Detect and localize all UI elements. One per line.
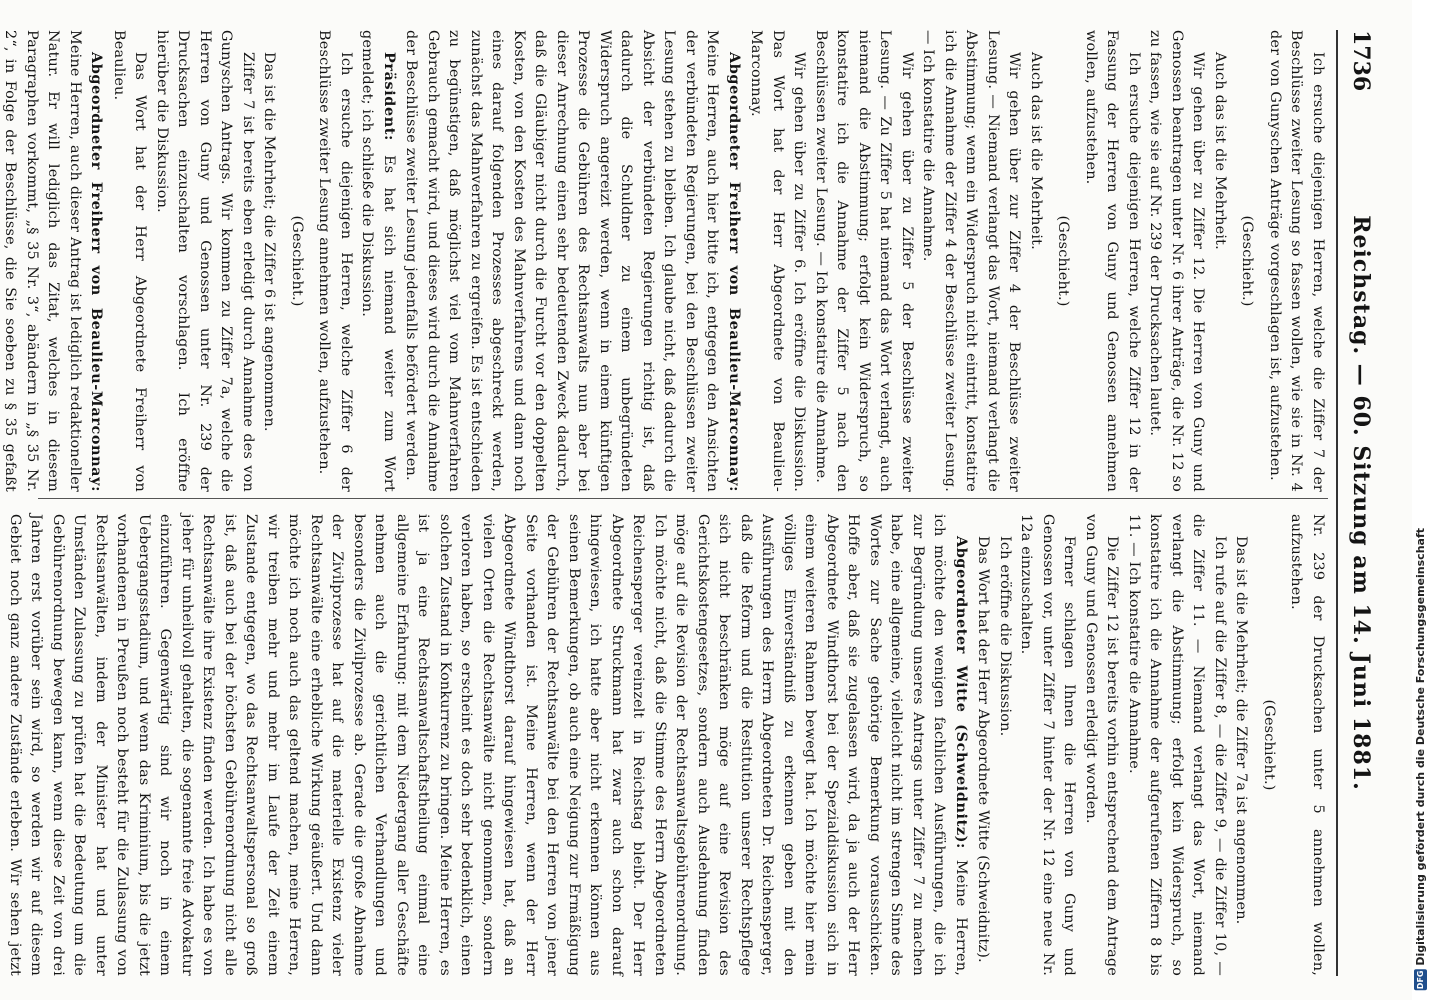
paragraph-text: Meine Herren, auch dieser Antrag ist lediglich redaktioneller Natur. Er will lediglich das Zitat, welches in diesem Paragraphen vorkommt, „§ 35 Nr. 3“, abändern in „§ 35 Nr. 2“, in Folge der Beschlüsse, die Sie soeben zu § 35 gefaßt [2,30,83,492]
paragraph [994,514,1016,976]
stage-direction: (Geschieht.) [1239,215,1256,307]
paragraph-text: Wir gehen über zu Ziffer 12. Die Herren von Guny und Genossen beantragen unter Nr. 6 ihrer Anträge, die Nr. 12 so zu fassen, wie sie auf Nr. 239 der Drucksachen lautet. [1147,30,1207,492]
paragraph [1015,514,1080,976]
speaker-name: Abgeordneter Witte (Schweidnitz): [953,536,970,849]
paragraph [313,30,356,492]
stage-direction: (Geschieht.) [1261,699,1277,791]
paragraph [1025,30,1047,492]
stage-direction: (Geschieht.) [1055,215,1072,307]
header-rule [1336,30,1338,976]
paragraph-text: Wir gehen über zu Ziffer 6. Ich eröffne die Diskussion. Das Wort hat der Herr Abgeordnete von Beaulieu-Marconnay. [748,30,808,492]
paragraph-text: Ich ersuche diejenigen Herren, welche die Ziffer 7 der Beschlüsse zweiter Lesung so fassen wollen, wie sie in Nr. 4 der von Gunyschen Anträge vorgeschlagen ist, aufzustehen. [1267,30,1326,492]
paragraph-text: Das ist die Mehrheit; die Ziffer 6 ist angenommen. [261,52,278,432]
paragraph-text: Meine Herren, auch hier bitte ich, entgegen den Ansichten der verbündeten Regierungen, bei den Beschlüssen zweiter Lesung stehen zu bleiben. Ich glaube nicht, daß dadurch die Absicht der verbündeten Regierungen richtig ist, daß dadurch die Schuldner zu einem unbegründeten Widerspruch angereizt werden, wenn in einem künftigen Prozesse die Gebühren des Rechtsanwalts nun aber bei dieser Anrechnung einen sehr bedeutenden Zweck dadurch, daß die Gläubiger nicht durch die Furcht vor den doppelten Kosten, von den Kosten des Mahnverfahrens und dann noch eines darauf folgenden Prozesses abgeschreckt werden, zunächst das Mahnverfahren zu ergreifen. Es ist entschieden zu begünstigen, daß möglichst viel vom Mahnverfahren Gebrauch gemacht wird, und dieses wird durch die Annahme der Beschlüsse zweiter Lesung jedenfalls befördert werden. [403,30,721,492]
paragraph [917,30,1025,492]
speaker-name: Präsident: [381,52,398,141]
paragraph-text: Es hat sich niemand weiter zum Wort gemeldet; ich schließe die Diskussion. [359,30,397,492]
paragraph [0,514,972,976]
page-title: Reichstag. — 60. Sitzung am 14. Juni 1881. [1348,215,1374,791]
paragraph [745,30,810,492]
paragraph-text: Ich ersuche diejenigen Herren, welche Ziffer 12 in der Fassung der Herren von Guny und Genossen annehmen wollen, aufzustehen. [1083,30,1142,492]
digitization-credit-strip [1412,0,1432,1000]
paragraph-text: Ziffer 7 ist bereits eben erledigt durch Annahme des von Gunyschen Antrags. Wir kommen zu Ziffer 7a, welche die Herren von Guny und Genossen unter Nr. 239 der Drucksachen einzuschalten vorschlagen. Ich eröffne hierüber die Diskussion. [154,30,256,492]
paragraph [1123,514,1231,976]
paragraph [1264,30,1329,492]
paragraph [1080,30,1145,492]
paragraph-text: Ferner schlagen Ihnen die Herren von Guny und Genossen vor, unter Ziffer 7 hinter der Nr. 12 eine neue Nr. 12a einzuschalten. [1018,514,1078,976]
paragraph [1209,30,1231,492]
digitization-credit [1414,528,1427,994]
paragraph-text: Das ist die Mehrheit; die Ziffer 7a ist angenommen. [1233,536,1250,925]
paragraph-text: Ich eröffne die Diskussion. [997,536,1013,737]
paragraph [810,30,918,492]
paragraph-text: Wir gehen über zu Ziffer 5 der Beschlüsse zweiter Lesung. — Zu Ziffer 5 hat niemand das Wort verlangt, auch niemand die Abstimmung; erfolgt kein Widerspruch, so konstatire ich die Annahme der Ziffer 5 nach den Beschlüssen zweiter Lesung. — Ich konstatire die Annahme. [813,30,915,492]
speaker-name: Abgeordneter Freiherr von Beaulieu-Marconnay: [726,52,743,492]
paragraph-text: Nr. 239 der Drucksachen unter 5 annehmen wollen, aufzustehen. [1288,514,1326,976]
paragraph [1144,30,1209,492]
right-text-column [7,514,1328,976]
digitization-credit-text: Digitalisierung gefördert durch die Deutsche Forschungsgemeinschaft [1414,527,1427,966]
page-number: 1736 [1348,30,1374,92]
paragraph-text: Ich rufe auf die Ziffer 8, — die Ziffer 9, — die Ziffer 10, — die Ziffer 11. — Niemand verlangt das Wort, niemand verlangt die Abstimmung; erfolgt kein Widerspruch, so konstatire ich die Annahme der aufgerufenen Ziffern 8 bis 11. — Ich konstatire die Annahme. [1126,514,1228,976]
paragraph [972,514,994,976]
left-text-column [2,30,1328,492]
paragraph [1230,514,1252,976]
paragraph-text: Ich ersuche diejenigen Herren, welche Ziffer 6 der Beschlüsse zweiter Lesung annehmen wollen, aufzustehen. [316,30,354,492]
paragraph-text: Wir gehen über zur Ziffer 4 der Beschlüsse zweiter Lesung. — Niemand verlangt das Wort, niemand verlangt die Abstimmung; wenn ein Widerspruch nicht eintritt, konstatire ich die Annahme der Ziffer 4 der Beschlüsse zweiter Lesung. — Ich konstatire die Annahme. [920,30,1023,492]
paragraph [356,30,400,492]
paragraph [0,30,108,492]
paragraph-text: Die Ziffer 12 ist bereits vorhin entsprechend dem Antrage von Guny und Genossen erledigt worden. [1083,514,1121,976]
paragraph-text: Auch das ist die Mehrheit. [1212,52,1228,250]
dfg-logo: DFG [1416,970,1425,989]
paragraph [151,30,259,492]
speaker-name: Abgeordneter Freiherr von Beaulieu-Marconnay: [88,52,106,492]
column-divider [38,498,1328,499]
paragraph [400,30,745,492]
page-header [1334,30,1374,976]
paragraph-text: Auch das ist die Mehrheit. [1028,52,1044,250]
paragraph [258,30,280,492]
paragraph [1285,514,1328,976]
stage-direction: (Geschieht.) [289,215,305,307]
paragraph-text: Das Wort hat der Herr Abgeordnete Witte (Schweidnitz). [975,536,992,963]
paragraph [1080,514,1123,976]
paragraph-text: Das Wort hat der Herr Abgeordnete Freiherr von Beaulieu. [111,30,149,492]
paragraph-text: Meine Herren, ich möchte den wenigen fachlichen Ausführungen, die ich zur Begründung unseres Antrags unter Ziffer 7 zu machen habe, eine allgemeine, vielleicht nicht im strengen Sinne des Wortes zur Sache gehörige Bemerkung vorausschicken. Hoffe aber, daß sie zugelassen wird, da ja auch der Herr Abgeordnete Windthorst bei der Spezialdiskussion sich in einem weiteren Rahmen bewegt hat. Ich möchte hier mein völliges Einverständniß zu erkennen geben mit den Ausführungen des Herrn Abgeordneten Dr. Reichensperger, daß die Reform und die Restitution unserer Rechtspflege sich nicht beschränken möge auf eine Revision des Gerichtskostengesetzes, sondern auch Ausdehnung finden möge auf die Revision der Rechtsanwaltsgebührenordnung. Ich möchte nicht, daß die Stimme des Herrn Abgeordneten Reichensperger vereinzelt in Reichstag bleibt. Der Herr Abgeordnete Struckmann hat zwar auch schon darauf hingewiesen, ich hatte aber nicht erkennen können aus seinen Bemerkungen, ob auch eine Neigung zur Ermäßigung der Gebühren der Rechtsanwälte bei den Herren von jener Seite vorhanden ist. Meine Herren, wenn der Herr Abgeordnete Windthorst darauf hingewiesen hat, daß an vielen Orten die Rechtsanwälte nicht genommen, sondern verloren haben, so erscheint es doch sehr bedenklich, einen solchen Zustand in Konkurrenz zu bringen. Meine Herren, es ist ja eine Rechtsanwaltschaftstheilung einmal eine allgemeine Erfahrung: mit dem Niedergang aller Geschäfte nehmen auch die gerichtlichen Verhandlungen und besonders die Zivilprozesse ab. Gerade die große Abnahme der Zivilprozesse hat auf die materielle Existenz vieler Rechtsanwälte eine erhebliche Wirkung geäußert. Und dann möchte ich noch auch das geltend machen, meine Herren, wir treiben mehr und mehr im Laufe der Zeit einem Zustande entgegen, wo das Rechtsanwaltspersonal so groß ist, daß auch bei der höchsten Gebührenordnung nicht alle Rechtsanwälte ihre Existenz finden werden. Ich habe es von jeher für unheilvoll gehalten, die sogenannte freie Advokatur einzuführen. Gegenwärtig sind wir noch in einem Uebergangsstadium, und wenn das Kriminium, bis die jetzt vorhandenen in Preußen noch besteht für die Zulassung von Rechtsanwälten, indem der Minister hat und unter Umständen Zulassung zu prüfen hat die Bedeutung um die Gebührenordnung bewegen kann, wenn diese Zeit von drei Jahren erst vorüber sein wird, so werden wir auf diesem Gebiet noch ganz andere Zustände erleben. Wir sehen jetzt [7,514,969,976]
paragraph [108,30,151,492]
